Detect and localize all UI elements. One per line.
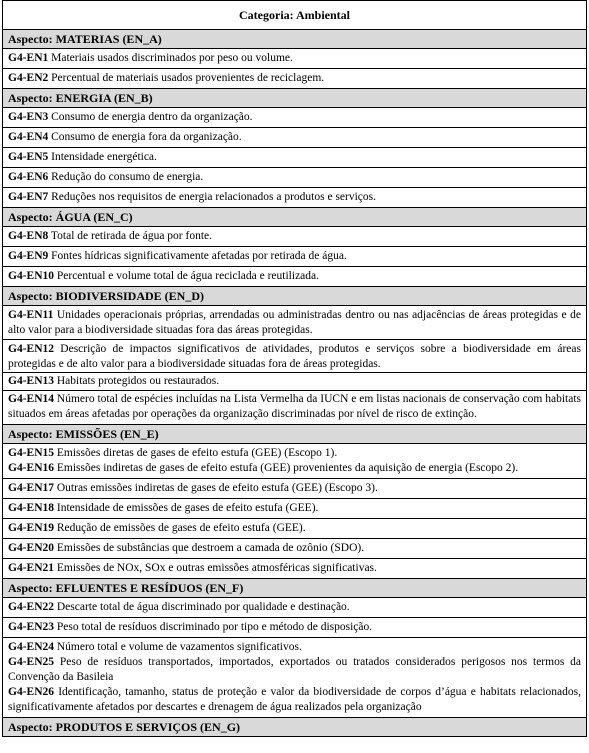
aspect-header-emissoes: Aspecto: EMISSÕES (EN_E) <box>3 425 586 444</box>
aspect-header-efluentes: Aspecto: EFLUENTES E RESÍDUOS (EN_F) <box>3 579 586 598</box>
aspect-header-produtos: Aspecto: PRODUTOS E SERVIÇOS (EN_G) <box>3 718 586 737</box>
indicator-text: Emissões de NOx, SOx e outras emissões atmosféricas significativas. <box>56 562 377 574</box>
indicator-text: Emissões diretas de gases de efeito estufa (GEE) (Escopo 1). <box>56 447 338 459</box>
indicator-code: G4-EN20 <box>8 542 54 554</box>
indicator-text: Unidades operacionais próprias, arrendadas ou administradas dentro ou nas adjacências de áreas protegidas e de alto valor para a biodiversidade situadas fora das áreas protegidas. <box>8 309 581 336</box>
indicator-text: Reduções nos requisitos de energia relacionados a produtos e serviços. <box>51 191 377 203</box>
indicator-code: G4-EN14 <box>8 393 54 405</box>
indicator-row <box>3 306 586 340</box>
indicator-row <box>3 391 586 425</box>
indicator-row <box>3 168 586 188</box>
aspect-header-biodiversidade: Aspecto: BIODIVERSIDADE (EN_D) <box>3 287 586 306</box>
indicator-code: G4-EN19 <box>8 522 54 534</box>
indicator-row <box>3 444 586 461</box>
indicator-table <box>2 0 587 737</box>
indicator-code: G4-EN11 <box>8 309 54 321</box>
indicator-text: Habitats protegidos ou restaurados. <box>56 375 220 387</box>
indicator-text: Percentual de materiais usados provenientes de reciclagem. <box>51 72 325 84</box>
indicator-code: G4-EN10 <box>8 270 54 282</box>
indicator-row <box>3 499 586 519</box>
indicator-code: G4-EN8 <box>8 230 49 242</box>
indicator-row <box>3 655 586 685</box>
indicator-code: G4-EN2 <box>8 72 49 84</box>
indicator-text: Intensidade de emissões de gases de efeito estufa (GEE). <box>56 502 319 514</box>
indicator-code: G4-EN13 <box>8 375 54 387</box>
indicator-group <box>3 638 586 718</box>
indicator-code: G4-EN5 <box>8 151 49 163</box>
indicator-row <box>3 461 586 478</box>
aspect-header-energia: Aspecto: ENERGIA (EN_B) <box>3 89 586 108</box>
indicator-code: G4-EN18 <box>8 502 54 514</box>
indicator-text: Outras emissões indiretas de gases de efeito estufa (GEE) (Escopo 3). <box>56 482 378 494</box>
indicator-code: G4-EN21 <box>8 562 54 574</box>
indicator-code: G4-EN9 <box>8 250 49 262</box>
indicator-text: Número total de espécies incluídas na Lista Vermelha da IUCN e em listas nacionais de conservação com habitats situados em áreas afetadas por operações da organização discriminadas por nível de risco de extinção. <box>8 393 582 420</box>
indicator-text: Materiais usados discriminados por peso ou volume. <box>51 52 293 64</box>
aspect-header-agua: Aspecto: ÁGUA (EN_C) <box>3 208 586 227</box>
indicator-row <box>3 618 586 638</box>
indicator-text: Identificação, tamanho, status de proteção e valor da biodiversidade de corpos d’água e habitats relacionados, significativamente afetados por descartes e drenagem de água realizados pela organização <box>8 686 581 713</box>
indicator-code: G4-EN23 <box>8 621 54 633</box>
indicator-group <box>3 340 586 373</box>
indicator-text: Descrição de impactos significativos de atividades, produtos e serviços sobre a biodiversidade em áreas protegidas e de alto valor para a biodiversidade situadas fora de áreas protegidas. <box>8 343 581 370</box>
indicator-text: Percentual e volume total de água reciclada e reutilizada. <box>56 270 320 282</box>
indicator-row <box>3 638 586 655</box>
indicator-code: G4-EN26 <box>8 686 54 698</box>
indicator-code: G4-EN12 <box>8 343 54 355</box>
indicator-code: G4-EN6 <box>8 171 49 183</box>
indicator-row <box>3 373 586 391</box>
indicator-row <box>3 49 586 69</box>
indicator-row <box>3 559 586 579</box>
indicator-text: Consumo de energia dentro da organização. <box>51 111 253 123</box>
indicator-row <box>3 267 586 287</box>
indicator-text: Emissões indiretas de gases de efeito estufa (GEE) provenientes da aquisição de energia (Escopo 2). <box>56 462 519 474</box>
indicator-text: Fontes hídricas significativamente afetadas por retirada de água. <box>51 250 347 262</box>
indicator-row <box>3 148 586 168</box>
indicator-row <box>3 340 586 372</box>
indicator-text: Redução de emissões de gases de efeito estufa (GEE). <box>56 522 306 534</box>
indicator-text: Peso total de resíduos discriminado por tipo e método de disposição. <box>56 621 373 633</box>
indicator-code: G4-EN22 <box>8 601 54 613</box>
indicator-text: Número total e volume de vazamentos significativos. <box>56 641 302 653</box>
indicator-row <box>3 128 586 148</box>
indicator-code: G4-EN24 <box>8 641 54 653</box>
indicator-code: G4-EN15 <box>8 447 54 459</box>
indicator-code: G4-EN4 <box>8 131 49 143</box>
indicator-code: G4-EN16 <box>8 462 54 474</box>
aspect-header-materias: Aspecto: MATERIAS (EN_A) <box>3 30 586 49</box>
indicator-code: G4-EN1 <box>8 52 49 64</box>
indicator-code: G4-EN3 <box>8 111 49 123</box>
indicator-text: Intensidade energética. <box>51 151 157 163</box>
indicator-text: Consumo de energia fora da organização. <box>51 131 242 143</box>
indicator-row <box>3 108 586 128</box>
indicator-code: G4-EN17 <box>8 482 54 494</box>
indicator-group <box>3 444 586 479</box>
indicator-text: Peso de resíduos transportados, importados, exportados ou tratados considerados perigosos nos termos da Convenção da Basileia <box>8 656 581 683</box>
indicator-text: Redução do consumo de energia. <box>51 171 204 183</box>
indicator-text: Emissões de substâncias que destroem a camada de ozônio (SDO). <box>56 542 365 554</box>
indicator-row <box>3 685 586 717</box>
indicator-row <box>3 519 586 539</box>
indicator-text: Descarte total de água discriminado por qualidade e destinação. <box>56 601 350 613</box>
indicator-row <box>3 69 586 89</box>
indicator-row <box>3 227 586 247</box>
indicator-code: G4-EN25 <box>8 656 54 668</box>
indicator-row <box>3 247 586 267</box>
indicator-code: G4-EN7 <box>8 191 49 203</box>
indicator-row <box>3 598 586 618</box>
table-title: Categoria: Ambiental <box>3 1 586 30</box>
indicator-row <box>3 188 586 208</box>
indicator-row <box>3 539 586 559</box>
indicator-row <box>3 479 586 499</box>
indicator-text: Total de retirada de água por fonte. <box>50 230 213 242</box>
